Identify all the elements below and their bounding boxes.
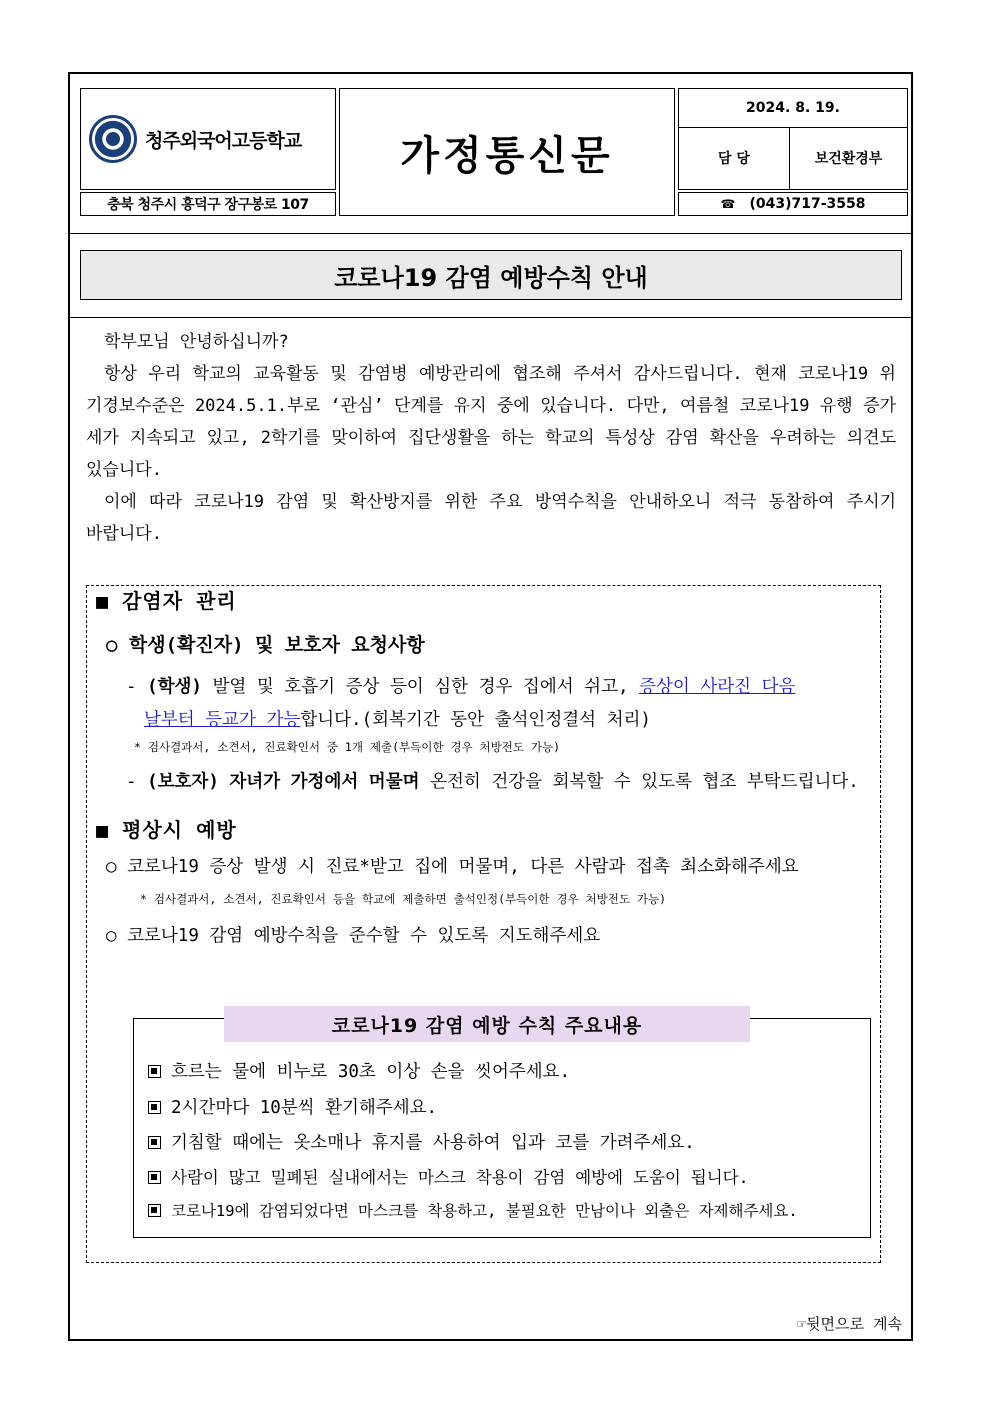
list-item (148, 1129, 695, 1154)
subject-title: 코로나19 감염 예방수칙 안내 (80, 250, 902, 300)
return-condition-text: 날부터 등교가 가능 (144, 710, 301, 730)
intro-body (86, 326, 896, 550)
student-guideline-cont (144, 706, 651, 731)
divider (68, 233, 913, 234)
guardian-label: (보호자) 자녀가 가정에서 머물며 (147, 772, 420, 792)
document-title: 가정통신문 (339, 88, 675, 216)
list-item-text: 코로나19에 감염되었다면 마스크를 착용하고, 불필요한 만남이나 외출은 자제해주세요. (171, 1202, 798, 1220)
checkbox-bullet-icon (148, 1101, 161, 1114)
list-item-text: 사람이 많고 밀폐된 실내에서는 마스크 착용이 감염 예방에 도움이 됩니다. (171, 1168, 749, 1187)
checkbox-bullet-icon (148, 1171, 161, 1184)
school-logo-icon (89, 115, 137, 163)
guardian-guideline (126, 768, 859, 793)
phone-icon: ☎ (720, 197, 736, 211)
return-condition-text: 증상이 사라진 다음 (639, 677, 796, 697)
continue-on-back: ☞뒷면으로 계속 (796, 1315, 902, 1333)
school-header (80, 88, 336, 190)
list-item (148, 1058, 570, 1083)
key-points-title: 코로나19 감염 예방 수칙 주요내용 (224, 1006, 750, 1042)
checkbox-bullet-icon (148, 1136, 161, 1149)
phone-box (678, 192, 908, 216)
student-guideline (126, 673, 795, 698)
list-item-text: 2시간마다 10분씩 환기해주세요. (171, 1098, 438, 1118)
section-title-prevention: ■ 평상시 예방 (96, 818, 237, 842)
checkbox-bullet-icon (148, 1065, 161, 1078)
prevention-item-2: ○ 코로나19 감염 예방수칙을 준수할 수 있도록 지도해주세요 (106, 926, 601, 946)
intro-sentence: 항상 우리 학교의 교육활동 및 감염병 예방관리에 협조해 주셔서 감사드립니다. (104, 364, 743, 384)
charge-department: 보건환경부 (814, 151, 883, 167)
dash: - (126, 677, 148, 697)
charge-label: 담 당 (679, 127, 790, 189)
list-item-text: 기침할 때에는 옷소매나 휴지를 사용하여 입과 코를 가려주세요. (171, 1133, 695, 1153)
greeting: 학부모님 안녕하십니까? (104, 332, 289, 352)
prevention-note: * 검사결과서, 소견서, 진료확인서 등을 학교에 제출하면 출석인정(부득이한 경우 처방전도 가능) (140, 892, 666, 906)
divider (68, 317, 913, 318)
student-label: (학생) (147, 677, 202, 697)
list-item (148, 1164, 749, 1188)
student-tail: 합니다.(회복기간 동안 출석인정결석 처리) (300, 710, 651, 730)
section-title-infected: ■ 감염자 관리 (96, 589, 237, 613)
prevention-item-1: ○ 코로나19 증상 발생 시 진료*받고 집에 머물며, 다른 사람과 접촉 최소화해주세요 (106, 857, 799, 877)
info-box (678, 88, 908, 190)
phone-number: (043)717-3558 (749, 196, 866, 212)
intro-paragraph-1 (86, 358, 896, 486)
intro-sentence: 현재 코로나19 위기경보수준은 2024.5.1.부로 ‘관심’ 단계를 유지 중에 있습니다. 다만, 여름철 코로나19 유행 증가세가 지속되고 있고, 2학기를 맞이하여 집단생활을 하는 학교의 특성상 감염 확산을 우려하는 의견도 있습니다. (86, 364, 896, 480)
dash: - (126, 772, 148, 792)
school-address: 충북 청주시 흥덕구 장구봉로 107 (80, 192, 336, 216)
intro-paragraph-2: 이에 따라 코로나19 감염 및 확산방지를 위한 주요 방역수칙을 안내하오니 적극 동참하여 주시기 바랍니다. (86, 492, 896, 544)
issue-date: 2024. 8. 19. (679, 89, 907, 128)
student-text: 발열 및 호흡기 증상 등이 심한 경우 집에서 쉬고, (201, 677, 640, 697)
list-item (148, 1094, 437, 1119)
checkbox-bullet-icon (148, 1204, 161, 1217)
list-item-text: 흐르는 물에 비누로 30초 이상 손을 씻어주세요. (171, 1062, 571, 1082)
list-item (148, 1199, 798, 1221)
student-note: * 검사결과서, 소견서, 진료확인서 중 1개 제출(부득이한 경우 처방전도 가능) (134, 740, 561, 754)
school-name: 청주외국어고등학교 (145, 129, 302, 152)
guardian-text: 온전히 건강을 회복할 수 있도록 협조 부탁드립니다. (419, 772, 859, 792)
section-subtitle: ○ 학생(확진자) 및 보호자 요청사항 (106, 634, 425, 656)
